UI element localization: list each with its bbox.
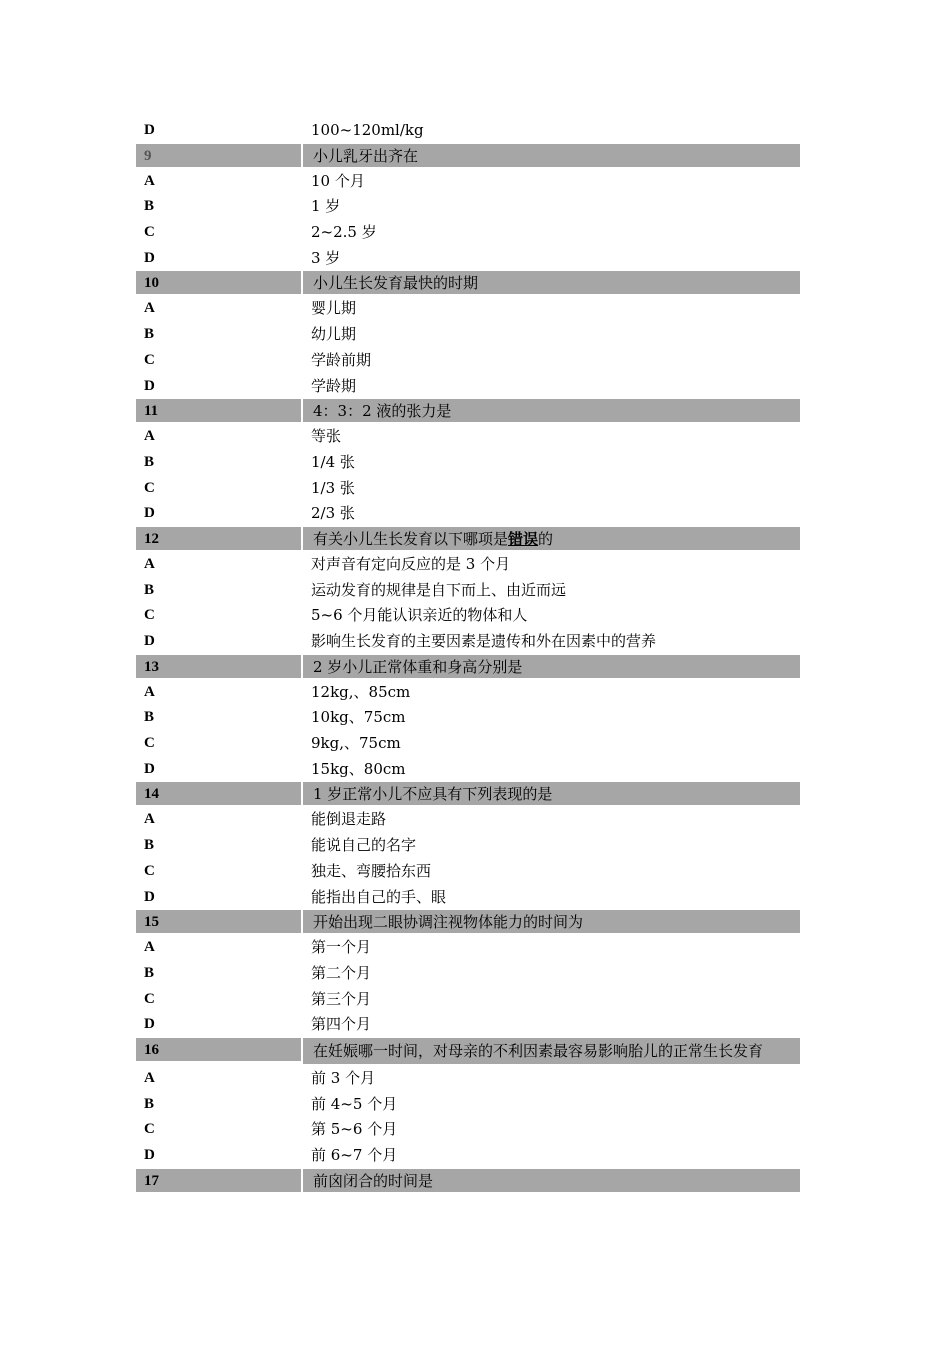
option-key: B: [144, 581, 155, 598]
option-text: 100~120ml/kg: [311, 121, 424, 139]
question-stem: 小儿乳牙出齐在: [303, 144, 800, 167]
question-number: 11: [136, 399, 301, 422]
question-number: 12: [136, 527, 301, 550]
option-row: [136, 193, 800, 219]
option-row: [136, 423, 800, 449]
option-key: C: [144, 351, 155, 368]
question-row: [136, 910, 800, 933]
option-key: A: [144, 300, 155, 317]
option-key: A: [144, 428, 155, 445]
option-text: 学龄期: [311, 376, 357, 395]
option-row: [136, 1091, 800, 1117]
option-row: [136, 986, 800, 1012]
option-row: [136, 602, 800, 628]
option-key: D: [144, 122, 155, 138]
option-key: D: [144, 377, 155, 394]
option-key: A: [144, 1069, 155, 1086]
question-stem: [303, 527, 800, 550]
option-row: [136, 321, 800, 347]
option-text: 第二个月: [311, 963, 372, 982]
option-key: D: [144, 633, 155, 649]
option-key: A: [144, 811, 155, 828]
option-row: [136, 168, 800, 194]
option-row: [136, 475, 800, 501]
question-sheet: [136, 117, 800, 1193]
question-row: [136, 1169, 800, 1192]
question-row: [136, 527, 800, 550]
option-row: [136, 756, 800, 782]
option-row: [136, 245, 800, 271]
option-text: 等张: [311, 427, 342, 446]
question-number: 10: [136, 271, 301, 294]
option-row: [136, 449, 800, 475]
option-row: [136, 884, 800, 910]
option-key: C: [144, 990, 155, 1007]
option-row: [136, 832, 800, 858]
option-text: 9kg,、75cm: [311, 734, 401, 753]
stem-emphasis: 错误: [508, 529, 539, 548]
option-text: 独走、弯腰拾东西: [311, 861, 432, 880]
option-row: [136, 347, 800, 373]
option-text: 第四个月: [311, 1015, 372, 1034]
option-row: [136, 960, 800, 986]
option-text: 对声音有定向反应的是 3 个月: [311, 554, 511, 573]
option-text: 10 个月: [311, 171, 365, 190]
option-text: 3 岁: [311, 248, 341, 267]
option-row: [136, 1142, 800, 1168]
option-row: [136, 219, 800, 245]
option-row: [136, 551, 800, 577]
option-text: 15kg、80cm: [311, 759, 406, 778]
option-row: [136, 806, 800, 832]
question-row: [136, 144, 800, 167]
option-row: [136, 704, 800, 730]
question-number: 13: [136, 655, 301, 678]
option-row: [136, 628, 800, 654]
option-row: [136, 500, 800, 526]
question-stem: 小儿生长发育最快的时期: [303, 271, 800, 294]
option-text: 10kg、75cm: [311, 708, 406, 727]
option-row: [136, 730, 800, 756]
option-key: B: [144, 837, 155, 854]
option-row: [136, 934, 800, 960]
option-text: 能说自己的名字: [311, 836, 417, 855]
question-number: 15: [136, 910, 301, 933]
question-stem: 前囟闭合的时间是: [303, 1169, 800, 1192]
option-key: B: [144, 198, 155, 215]
option-row: [136, 117, 800, 143]
question-number: 14: [136, 782, 301, 805]
option-key: B: [144, 709, 155, 726]
option-row: [136, 1116, 800, 1142]
option-row: [136, 679, 800, 705]
option-key: A: [144, 172, 155, 189]
question-number: 16: [136, 1038, 301, 1061]
option-key: D: [144, 505, 155, 522]
option-key: B: [144, 453, 155, 470]
option-key: B: [144, 1095, 155, 1112]
option-text: 学龄前期: [311, 350, 372, 369]
option-row: [136, 1011, 800, 1037]
option-key: C: [144, 607, 155, 624]
option-text: 运动发育的规律是自下而上、由近而远: [311, 580, 567, 599]
option-key: D: [144, 1147, 155, 1163]
option-text: 5~6 个月能认识亲近的物体和人: [311, 606, 528, 625]
option-text: 2/3 张: [311, 504, 355, 523]
option-key: A: [144, 683, 155, 700]
option-text: 能指出自己的手、眼: [311, 887, 447, 906]
option-key: C: [144, 735, 155, 752]
option-key: C: [144, 1121, 155, 1138]
question-row: [136, 271, 800, 294]
option-key: C: [144, 224, 155, 241]
option-text: 2~2.5 岁: [311, 223, 377, 242]
option-text: 第一个月: [311, 938, 372, 957]
question-stem: 开始出现二眼协调注视物体能力的时间为: [303, 910, 800, 933]
question-row: [136, 782, 800, 805]
option-key: D: [144, 1016, 155, 1033]
question-stem: 在妊娠哪一时间，对母亲的不利因素最容易影响胎儿的正常生长发育: [303, 1038, 800, 1064]
option-row: [136, 577, 800, 603]
question-stem: 1 岁正常小儿不应具有下列表现的是: [303, 782, 800, 805]
question-row: [136, 1038, 800, 1064]
option-key: D: [144, 888, 155, 905]
option-text: 1/4 张: [311, 452, 355, 471]
question-row: [136, 399, 800, 422]
option-row: [136, 295, 800, 321]
option-key: B: [144, 326, 155, 343]
option-text: 第三个月: [311, 989, 372, 1008]
option-text: 婴儿期: [311, 299, 357, 318]
question-stem: 4：3：2 液的张力是: [303, 399, 800, 422]
question-number: 17: [136, 1169, 301, 1192]
option-key: D: [144, 249, 155, 266]
option-text: 1 岁: [311, 197, 341, 216]
option-row: [136, 373, 800, 399]
option-text: 12kg,、85cm: [311, 682, 411, 701]
stem-text: 的: [538, 529, 554, 548]
option-key: D: [144, 760, 155, 777]
option-key: C: [144, 479, 155, 496]
option-text: 能倒退走路: [311, 810, 387, 829]
option-key: B: [144, 964, 155, 981]
option-key: C: [144, 862, 155, 879]
question-number: 9: [136, 144, 301, 167]
option-text: 前 3 个月: [311, 1068, 376, 1087]
stem-text: 有关小儿生长发育以下哪项是: [313, 529, 509, 548]
question-row: [136, 655, 800, 678]
option-key: A: [144, 939, 155, 956]
option-text: 第 5~6 个月: [311, 1120, 398, 1139]
option-row: [136, 1065, 800, 1091]
option-text: 前 4~5 个月: [311, 1094, 398, 1113]
option-text: 幼儿期: [311, 325, 357, 344]
option-text: 影响生长发育的主要因素是遗传和外在因素中的营养: [311, 632, 657, 650]
option-text: 前 6~7 个月: [311, 1146, 398, 1164]
option-key: A: [144, 555, 155, 572]
question-stem: 2 岁小儿正常体重和身高分别是: [303, 655, 800, 678]
option-text: 1/3 张: [311, 478, 355, 497]
option-row: [136, 858, 800, 884]
